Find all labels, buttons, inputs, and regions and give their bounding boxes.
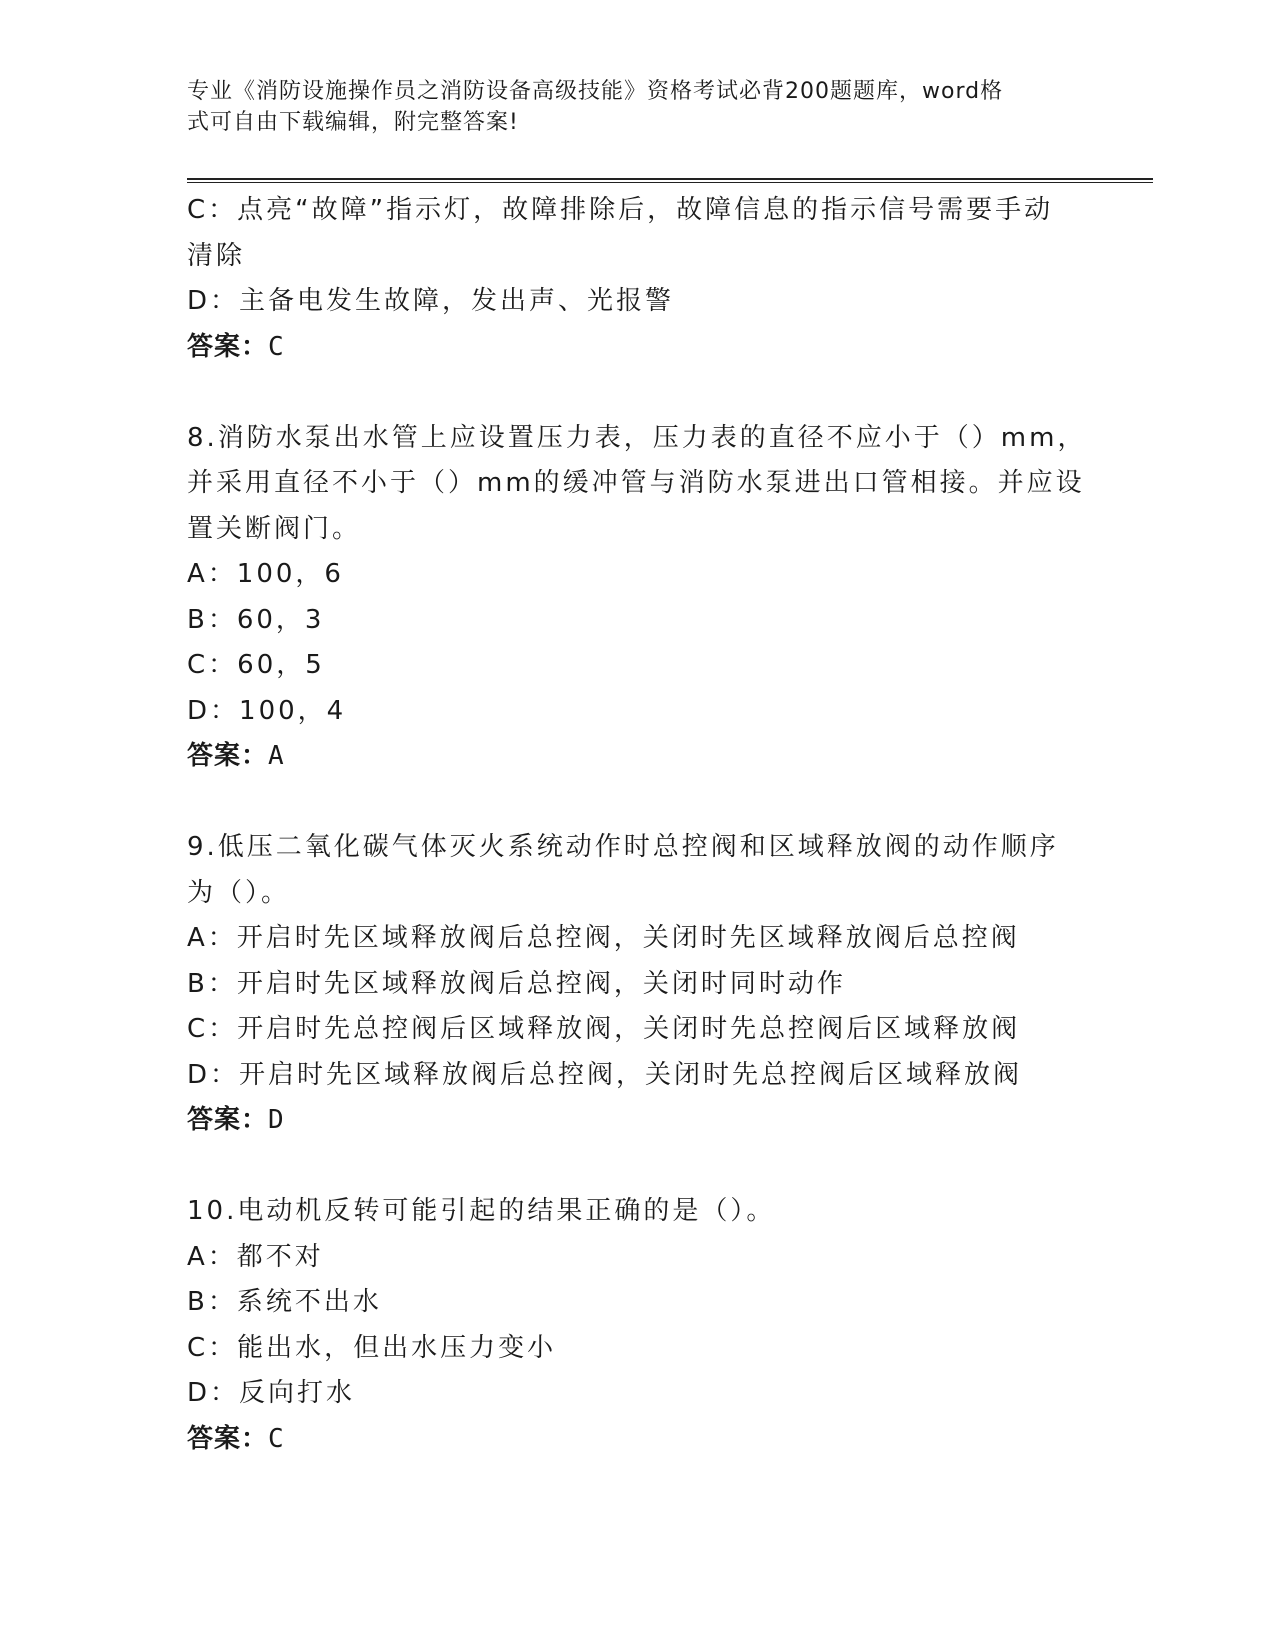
q7-answer-label: 答案：	[187, 331, 269, 362]
page-header	[187, 76, 1067, 138]
q9-option-a: A：开启时先区域释放阀后总控阀，关闭时先区域释放阀后总控阀	[187, 923, 1020, 953]
q9-answer-value: D	[268, 1105, 284, 1135]
q10-option-b: B：系统不出水	[187, 1287, 382, 1317]
q10-stem-line-1: 10.电动机反转可能引起的结果正确的是（）。	[187, 1196, 776, 1226]
q9-stem-line-1: 9.低压二氧化碳气体灭火系统动作时总控阀和区域释放阀的动作顺序	[187, 832, 1059, 862]
q8-option-a: A：100，6	[187, 559, 344, 589]
q8-stem-line-1: 8.消防水泵出水管上应设置压力表，压力表的直径不应小于（）mm，	[187, 422, 1087, 453]
q8-stem-line-2: 并采用直径不小于（）mm的缓冲管与消防水泵进出口管相接。并应设	[187, 468, 1085, 498]
q7-option-d: D：主备电发生故障，发出声、光报警	[187, 286, 675, 316]
q9-stem-line-2: 为（）。	[187, 877, 291, 908]
spacer	[187, 1144, 1087, 1190]
question-list	[187, 188, 1087, 1462]
q9-option-d: D：开启时先区域释放阀后总控阀，关闭时先总控阀后区域释放阀	[187, 1059, 1023, 1090]
q8-stem-line-3: 置关断阀门。	[187, 513, 362, 544]
header-divider	[187, 178, 1153, 183]
q8-option-b: B：60，3	[187, 604, 325, 635]
q8-option-d: D：100，4	[187, 695, 347, 726]
q8-answer	[187, 734, 1087, 780]
question-8	[187, 416, 1087, 780]
q7-option-c-line-1: C：点亮“故障”指示灯，故障排除后，故障信息的指示信号需要手动	[187, 195, 1054, 225]
q9-answer	[187, 1098, 1087, 1144]
q9-option-c: C：开启时先总控阀后区域释放阀，关闭时先总控阀后区域释放阀	[187, 1014, 1021, 1044]
q10-answer-value: C	[268, 1423, 284, 1454]
q8-answer-label: 答案：	[187, 741, 269, 771]
spacer	[187, 780, 1087, 826]
q7-answer-value: C	[268, 331, 284, 362]
q10-option-a: A：都不对	[187, 1241, 324, 1272]
q10-answer-label: 答案：	[187, 1423, 269, 1454]
q9-answer-label: 答案：	[187, 1105, 269, 1135]
q10-answer	[187, 1417, 1087, 1463]
q8-answer-value: A	[268, 741, 284, 771]
q9-option-b: B：开启时先区域释放阀后总控阀，关闭时同时动作	[187, 968, 846, 999]
q7-answer	[187, 325, 1087, 371]
question-10	[187, 1189, 1087, 1462]
q10-option-c: C：能出水，但出水压力变小	[187, 1332, 557, 1363]
question-9	[187, 825, 1087, 1144]
q7-option-c-line-2: 清除	[187, 240, 246, 271]
header-line-2: 式可自由下载编辑，附完整答案!	[187, 110, 519, 135]
header-line-1: 专业《消防设施操作员之消防设备高级技能》资格考试必背200题题库，word格	[187, 79, 1004, 104]
q8-option-c: C：60，5	[187, 650, 325, 680]
spacer	[187, 370, 1087, 416]
q10-option-d: D：反向打水	[187, 1378, 356, 1408]
question-7	[187, 188, 1087, 370]
